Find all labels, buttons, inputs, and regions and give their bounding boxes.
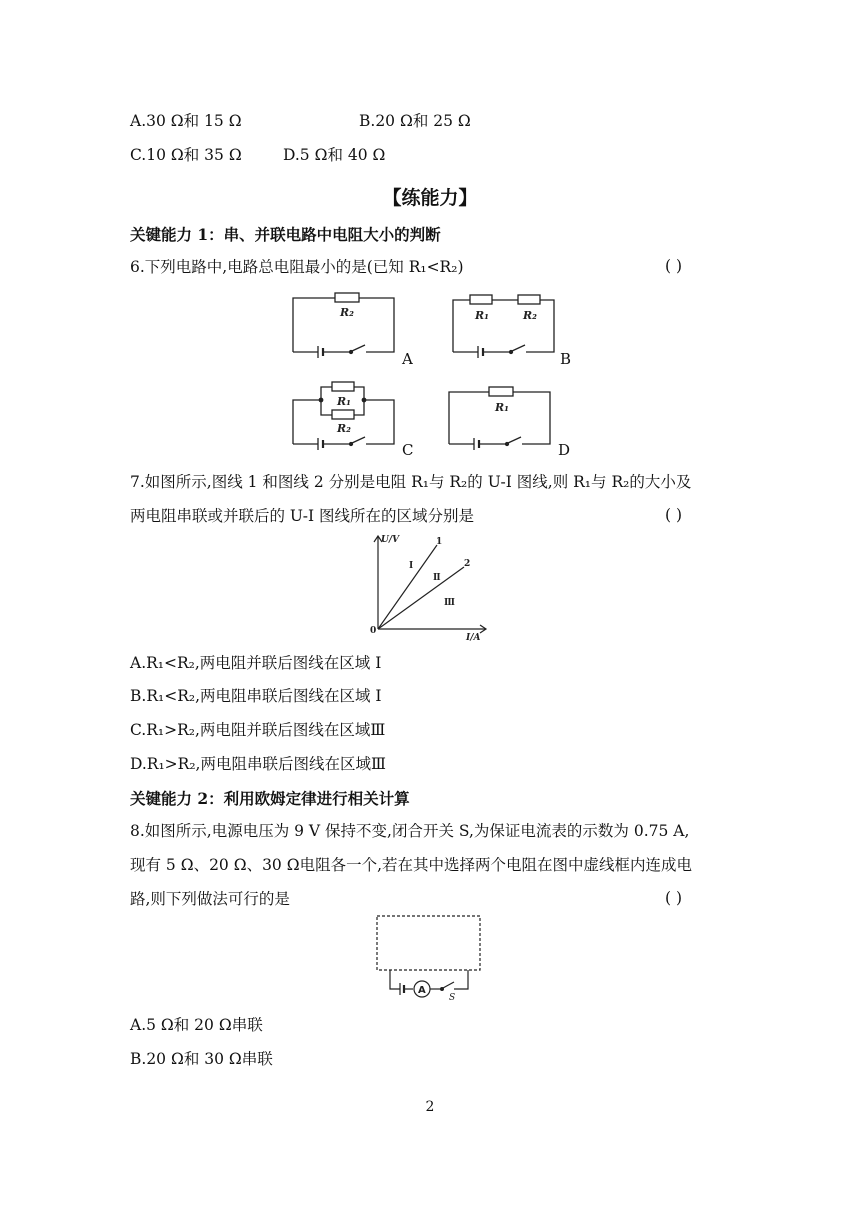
- q6-label-d: D: [558, 441, 571, 459]
- q6-circuit-c: [288, 380, 400, 452]
- q6-label-b: B: [560, 350, 572, 368]
- q5-option-a: A.30 Ω和 15 Ω: [130, 112, 242, 130]
- q8-option-b: B.20 Ω和 30 Ω串联: [130, 1050, 273, 1068]
- q7-option-a: A.R₁<R₂,两电阻并联后图线在区域 Ⅰ: [130, 654, 382, 672]
- q6-answer-paren: ( ): [665, 257, 683, 275]
- q6-circuit-b: [448, 292, 560, 360]
- q8-stem-line1: 8.如图所示,电源电压为 9 V 保持不变,闭合开关 S,为保证电流表的示数为 0.75 A,: [130, 822, 690, 840]
- q8-answer-paren: ( ): [665, 889, 683, 907]
- q7-stem-line1: 7.如图所示,图线 1 和图线 2 分别是电阻 R₁与 R₂的 U-I 图线,则 R₁与 R₂的大小及: [130, 473, 692, 491]
- q6-circuit-a: [288, 292, 400, 360]
- q6-label-c: C: [402, 441, 414, 459]
- q5-option-c: C.10 Ω和 35 Ω: [130, 146, 242, 164]
- q7-option-d: D.R₁>R₂,两电阻串联后图线在区域Ⅲ: [130, 755, 386, 773]
- q6-stem: 6.下列电路中,电路总电阻最小的是(已知 R₁<R₂): [130, 258, 464, 276]
- q6b-r2-label: R₂: [523, 309, 537, 322]
- q7-region-2-label: Ⅱ: [433, 573, 441, 583]
- q8-switch-label: S: [449, 993, 456, 1003]
- q7-stem-line2: 两电阻串联或并联后的 U-I 图线所在的区域分别是: [130, 507, 475, 525]
- q6c-r2-label: R₂: [337, 422, 351, 435]
- q7-x-axis-label: I/A: [466, 633, 481, 643]
- q8-circuit: [374, 913, 484, 1005]
- ability-1-heading: 关键能力 1：串、并联电路中电阻大小的判断: [130, 225, 441, 244]
- q8-option-a: A.5 Ω和 20 Ω串联: [130, 1016, 263, 1034]
- q6c-r1-label: R₁: [337, 395, 351, 408]
- q6d-r1-label: R₁: [495, 401, 509, 414]
- q7-ui-graph: [368, 530, 492, 644]
- q7-y-axis-label: U/V: [381, 535, 400, 545]
- q5-option-b: B.20 Ω和 25 Ω: [359, 112, 471, 130]
- q6-circuit-d: [444, 384, 556, 452]
- q7-option-c: C.R₁>R₂,两电阻并联后图线在区域Ⅲ: [130, 721, 386, 739]
- section-title: 【练能力】: [382, 187, 478, 209]
- q6b-r1-label: R₁: [475, 309, 489, 322]
- q6a-r2-label: R₂: [340, 306, 354, 319]
- page-number: 2: [425, 1099, 435, 1115]
- q7-line-1: [378, 545, 437, 629]
- q7-region-1-label: Ⅰ: [409, 561, 414, 571]
- q7-region-3-label: Ⅲ: [444, 598, 455, 608]
- q8-stem-line3: 路,则下列做法可行的是: [130, 890, 290, 908]
- q7-origin-label: 0: [370, 626, 377, 636]
- q8-stem-line2: 现有 5 Ω、20 Ω、30 Ω电阻各一个,若在其中选择两个电阻在图中虚线框内连成电: [130, 856, 692, 874]
- q6-label-a: A: [402, 350, 413, 368]
- q7-line2-label: 2: [464, 559, 471, 569]
- ability-2-heading: 关键能力 2：利用欧姆定律进行相关计算: [130, 789, 410, 808]
- q7-answer-paren: ( ): [665, 506, 683, 524]
- q7-line1-label: 1: [436, 537, 443, 547]
- q5-option-d: D.5 Ω和 40 Ω: [283, 146, 386, 164]
- q7-option-b: B.R₁<R₂,两电阻串联后图线在区域 Ⅰ: [130, 687, 382, 705]
- q8-ammeter-label: A: [418, 985, 426, 996]
